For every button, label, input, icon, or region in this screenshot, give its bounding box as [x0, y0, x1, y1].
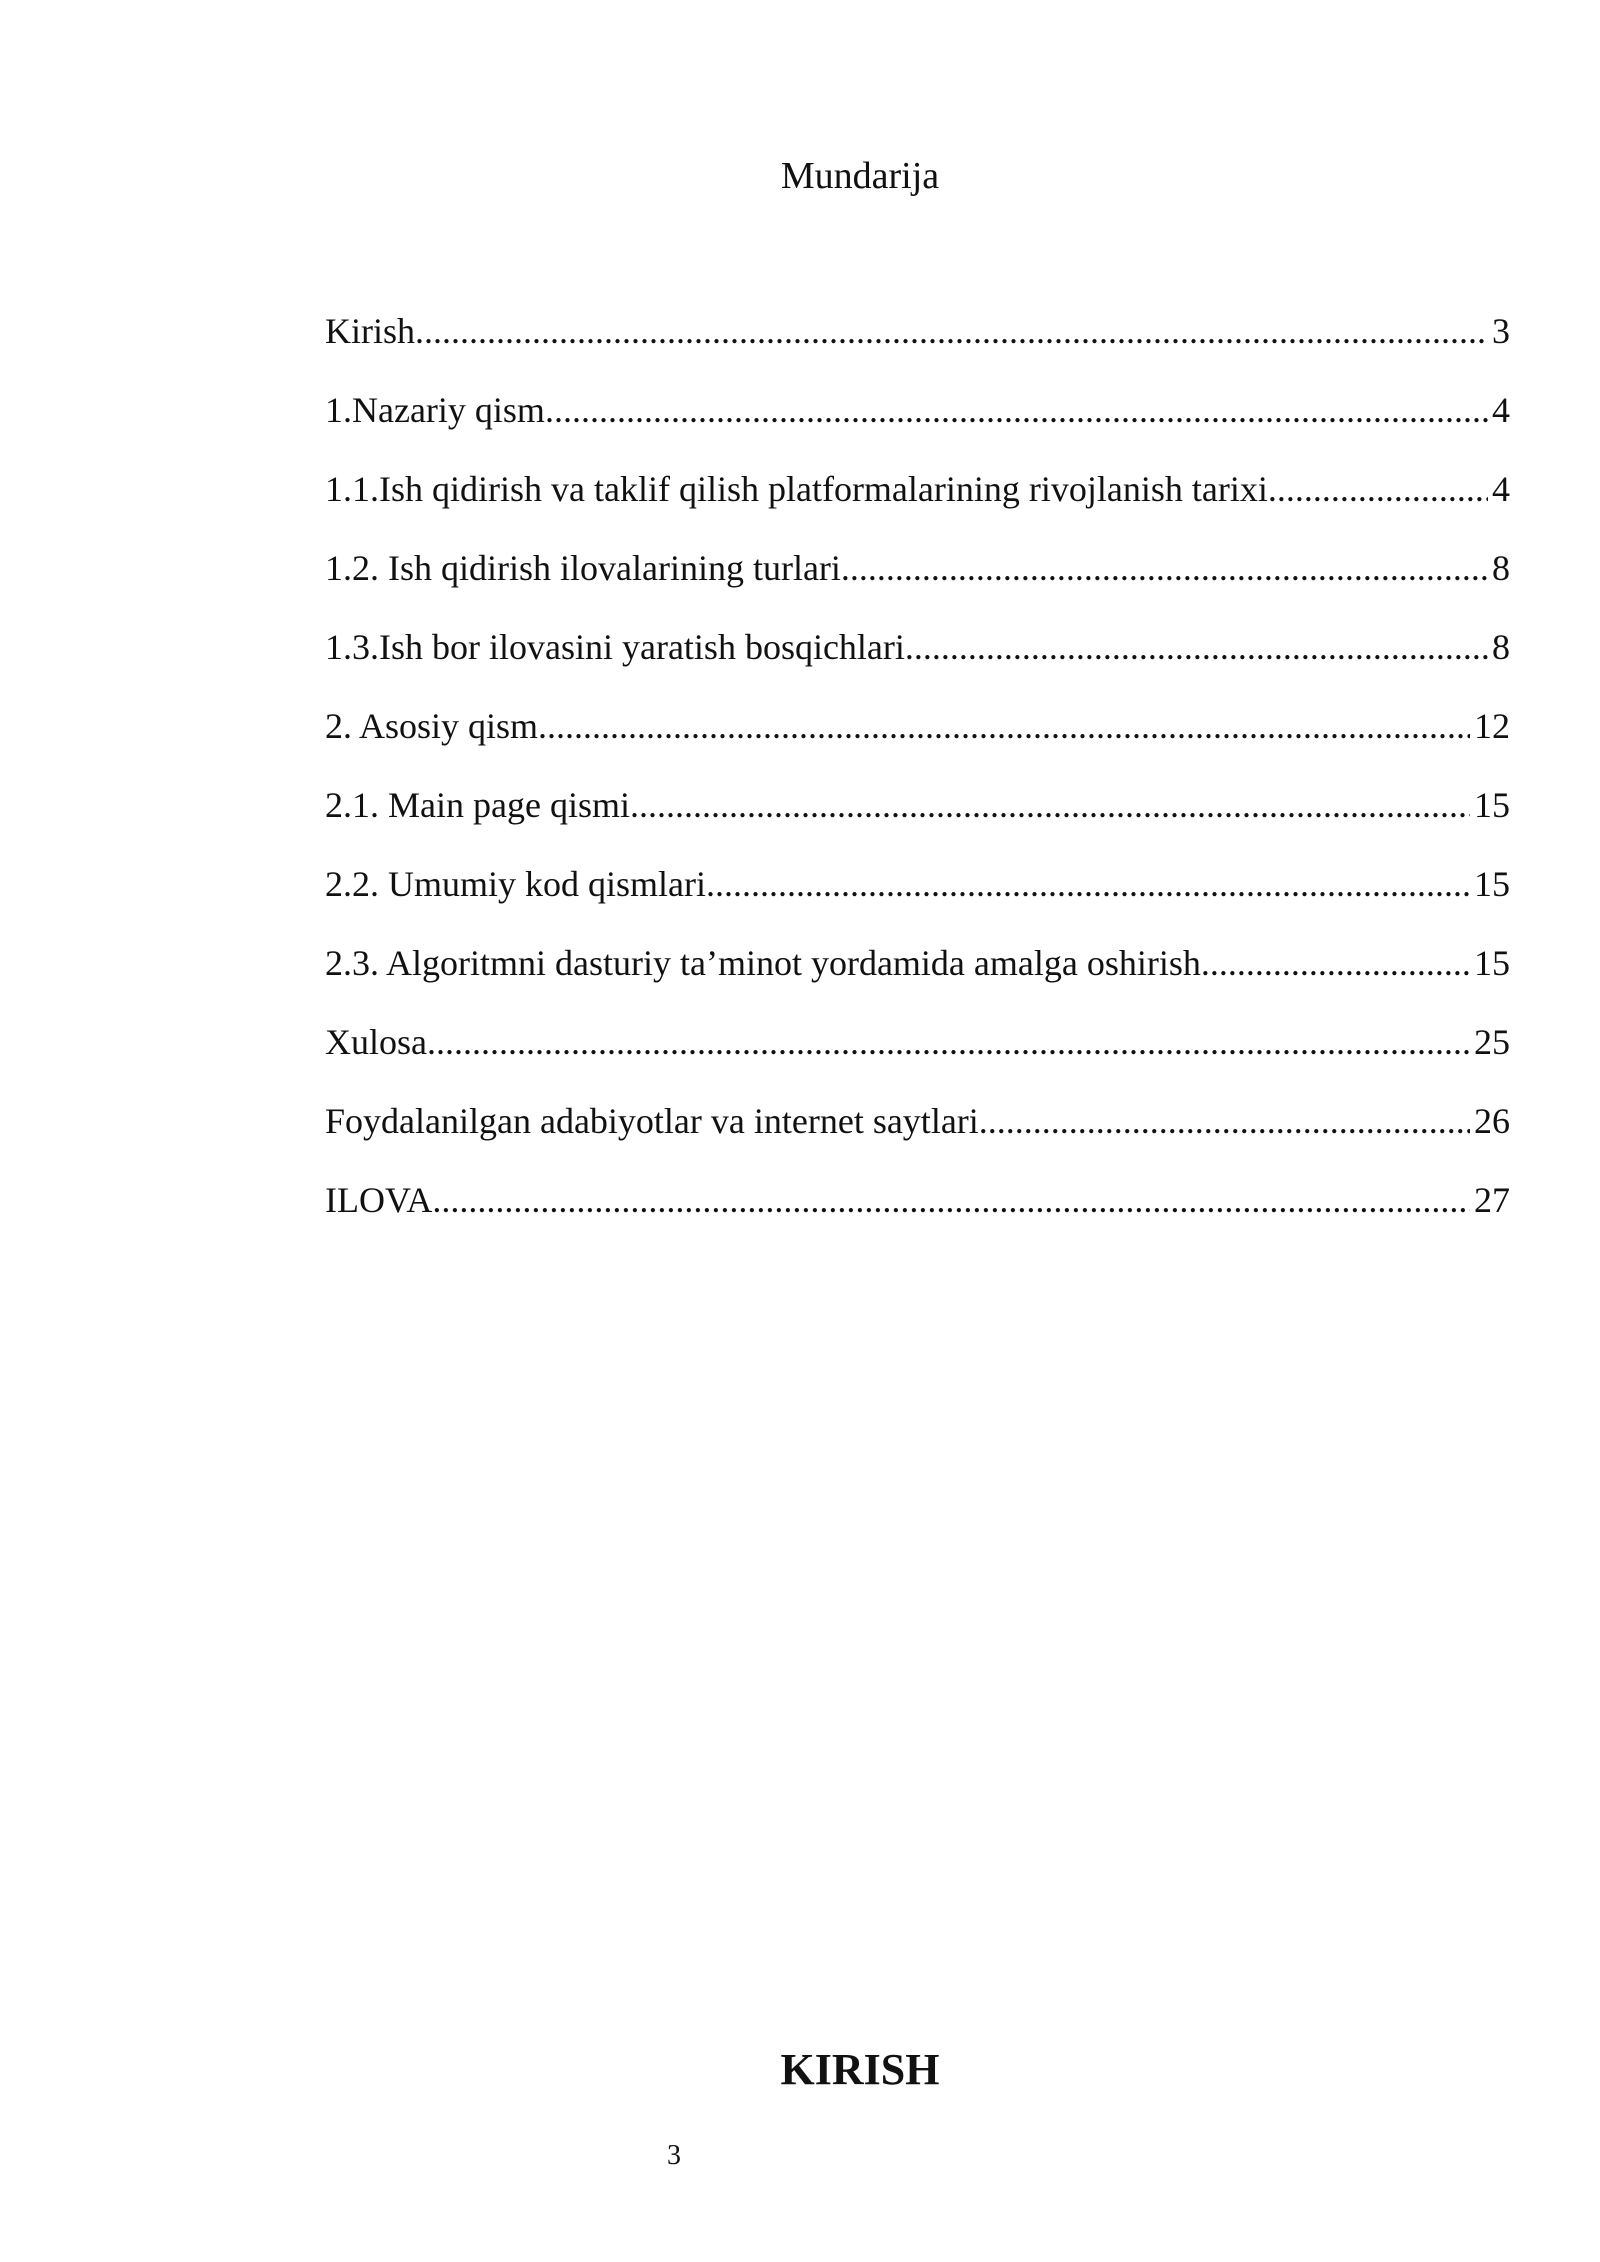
toc-entry-ilova[interactable]: [325, 1171, 1510, 1250]
toc-entry-adabiyotlar[interactable]: [325, 1092, 1510, 1171]
toc-entry-nazariy-qism[interactable]: [325, 381, 1510, 460]
toc-dot-leader: [630, 776, 1470, 834]
toc-entry-label: 2. Asosiy qism: [325, 706, 539, 746]
toc-entry-label: 2.1. Main page qismi: [325, 785, 630, 825]
toc-entry-2-3[interactable]: [325, 934, 1510, 1013]
toc-entry-label: Xulosa: [325, 1022, 427, 1062]
toc-dot-leader: [427, 1013, 1470, 1071]
toc-entry-label: 2.3. Algoritmni dasturiy ta’minot yordamida amalga oshirish: [325, 943, 1201, 983]
toc-entry-1-3[interactable]: [325, 618, 1510, 697]
toc-entry-xulosa[interactable]: [325, 1013, 1510, 1092]
table-of-contents: [325, 302, 1510, 1250]
toc-entry-label: 1.Nazariy qism: [325, 390, 545, 430]
toc-entry-asosiy-qism[interactable]: [325, 697, 1510, 776]
toc-dot-leader: [706, 855, 1470, 913]
toc-entry-page: 4: [1492, 390, 1510, 430]
toc-dot-leader: [1201, 934, 1470, 992]
toc-entry-page: 15: [1474, 785, 1510, 825]
page-number: 3: [667, 2140, 681, 2171]
toc-entry-label: Kirish: [325, 311, 415, 351]
toc-dot-leader: [841, 539, 1488, 597]
toc-dot-leader: [545, 381, 1488, 439]
toc-dot-leader: [432, 1171, 1470, 1229]
toc-entry-label: 1.1.Ish qidirish va taklif qilish platformalarining rivojlanish tarixi: [325, 469, 1268, 509]
toc-entry-2-2[interactable]: [325, 855, 1510, 934]
toc-entry-page: 25: [1474, 1022, 1510, 1062]
toc-entry-label: 1.3.Ish bor ilovasini yaratish bosqichlari: [325, 627, 905, 667]
toc-entry-page: 26: [1474, 1101, 1510, 1141]
toc-entry-page: 27: [1474, 1180, 1510, 1220]
toc-entry-label: 1.2. Ish qidirish ilovalarining turlari: [325, 548, 841, 588]
toc-entry-page: 8: [1492, 548, 1510, 588]
toc-entry-page: 3: [1492, 311, 1510, 351]
toc-entry-page: 12: [1474, 706, 1510, 746]
toc-dot-leader: [1268, 460, 1488, 518]
toc-entry-1-2[interactable]: [325, 539, 1510, 618]
toc-entry-page: 4: [1492, 469, 1510, 509]
toc-dot-leader: [905, 618, 1488, 676]
toc-entry-kirish[interactable]: [325, 302, 1510, 381]
toc-entry-label: ILOVA: [325, 1180, 433, 1220]
page-title: Mundarija: [780, 155, 940, 197]
toc-entry-label: 2.2. Umumiy kod qismlari: [325, 864, 706, 904]
toc-entry-page: 15: [1474, 864, 1510, 904]
toc-entry-page: 8: [1492, 627, 1510, 667]
toc-dot-leader: [415, 302, 1488, 360]
toc-entry-page: 15: [1474, 943, 1510, 983]
toc-dot-leader: [979, 1092, 1470, 1150]
toc-dot-leader: [538, 697, 1470, 755]
toc-entry-2-1[interactable]: [325, 776, 1510, 855]
toc-entry-1-1[interactable]: [325, 460, 1510, 539]
section-heading: KIRISH: [780, 2045, 940, 2094]
toc-entry-label: Foydalanilgan adabiyotlar va internet saytlari: [325, 1101, 979, 1141]
